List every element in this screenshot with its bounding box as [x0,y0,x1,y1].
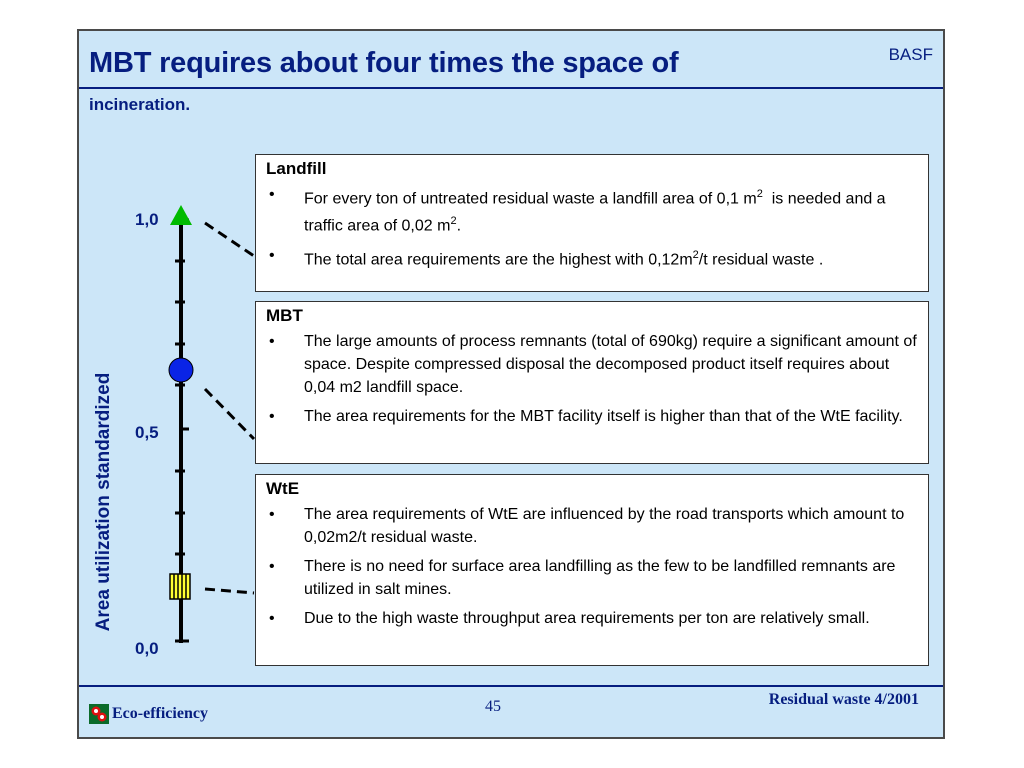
tick-label-0: 0,0 [135,639,159,658]
wte-marker [170,574,190,599]
slide-title: MBT requires about four times the space of [89,47,679,79]
landfill-heading: Landfill [266,159,327,178]
slide [77,29,945,739]
list-item: • For every ton of untreated residual waste a landfill area of 0,1 $m^2$ is needed and a traffic area of 0,02 $m^2$. [269,186,891,235]
list-item: • The area requirements for the MBT facility itself is higher than that of the WtE facility. [269,408,903,425]
tick-label-1: 1,0 [135,210,159,229]
tick-label-05: 0,5 [135,423,159,442]
landfill-marker [170,205,192,225]
mbt-box [255,301,929,464]
wte-connector [205,589,254,593]
page-number: 45 [485,698,501,715]
mbt-heading: MBT [266,306,303,325]
list-item: • Due to the high waste throughput area requirements per ton are relatively small. [269,610,870,627]
landfill-box [255,154,929,292]
footer-divider [79,685,943,687]
wte-box [255,474,929,666]
brand-label: BASF [888,45,933,64]
footer-right-label: Residual waste 4/2001 [768,691,919,708]
slide-subtitle: incineration. [89,95,191,114]
mbt-connector [205,389,254,439]
landfill-connector [205,223,254,256]
title-divider [79,87,943,89]
list-item: • There is no need for surface area landfilling as the few to be landfilled remnants are utilized in salt mines. [269,558,896,598]
eco-efficiency-logo-icon [89,704,109,724]
footer-left [89,704,208,724]
wte-heading: WtE [266,479,300,498]
footer-left-label: Eco-efficiency [112,705,208,722]
mbt-marker [169,358,193,382]
mbt-bullets [266,330,918,428]
axis-label: Area utilization standardized [93,372,114,632]
list-item: • The area requirements of WtE are influenced by the road transports which amount to 0,02m2/t residual waste. [269,506,905,546]
wte-bullets [266,503,918,630]
list-item: • The large amounts of process remnants (total of 690kg) require a significant amount of space. Despite compressed disposal the decomposed product itself requires about 0,04 m2 landfill space. [269,333,917,396]
landfill-bullets [266,183,918,271]
list-item: • The total area requirements are the highest with $0,12m^2/t$ residual waste . [269,246,824,268]
